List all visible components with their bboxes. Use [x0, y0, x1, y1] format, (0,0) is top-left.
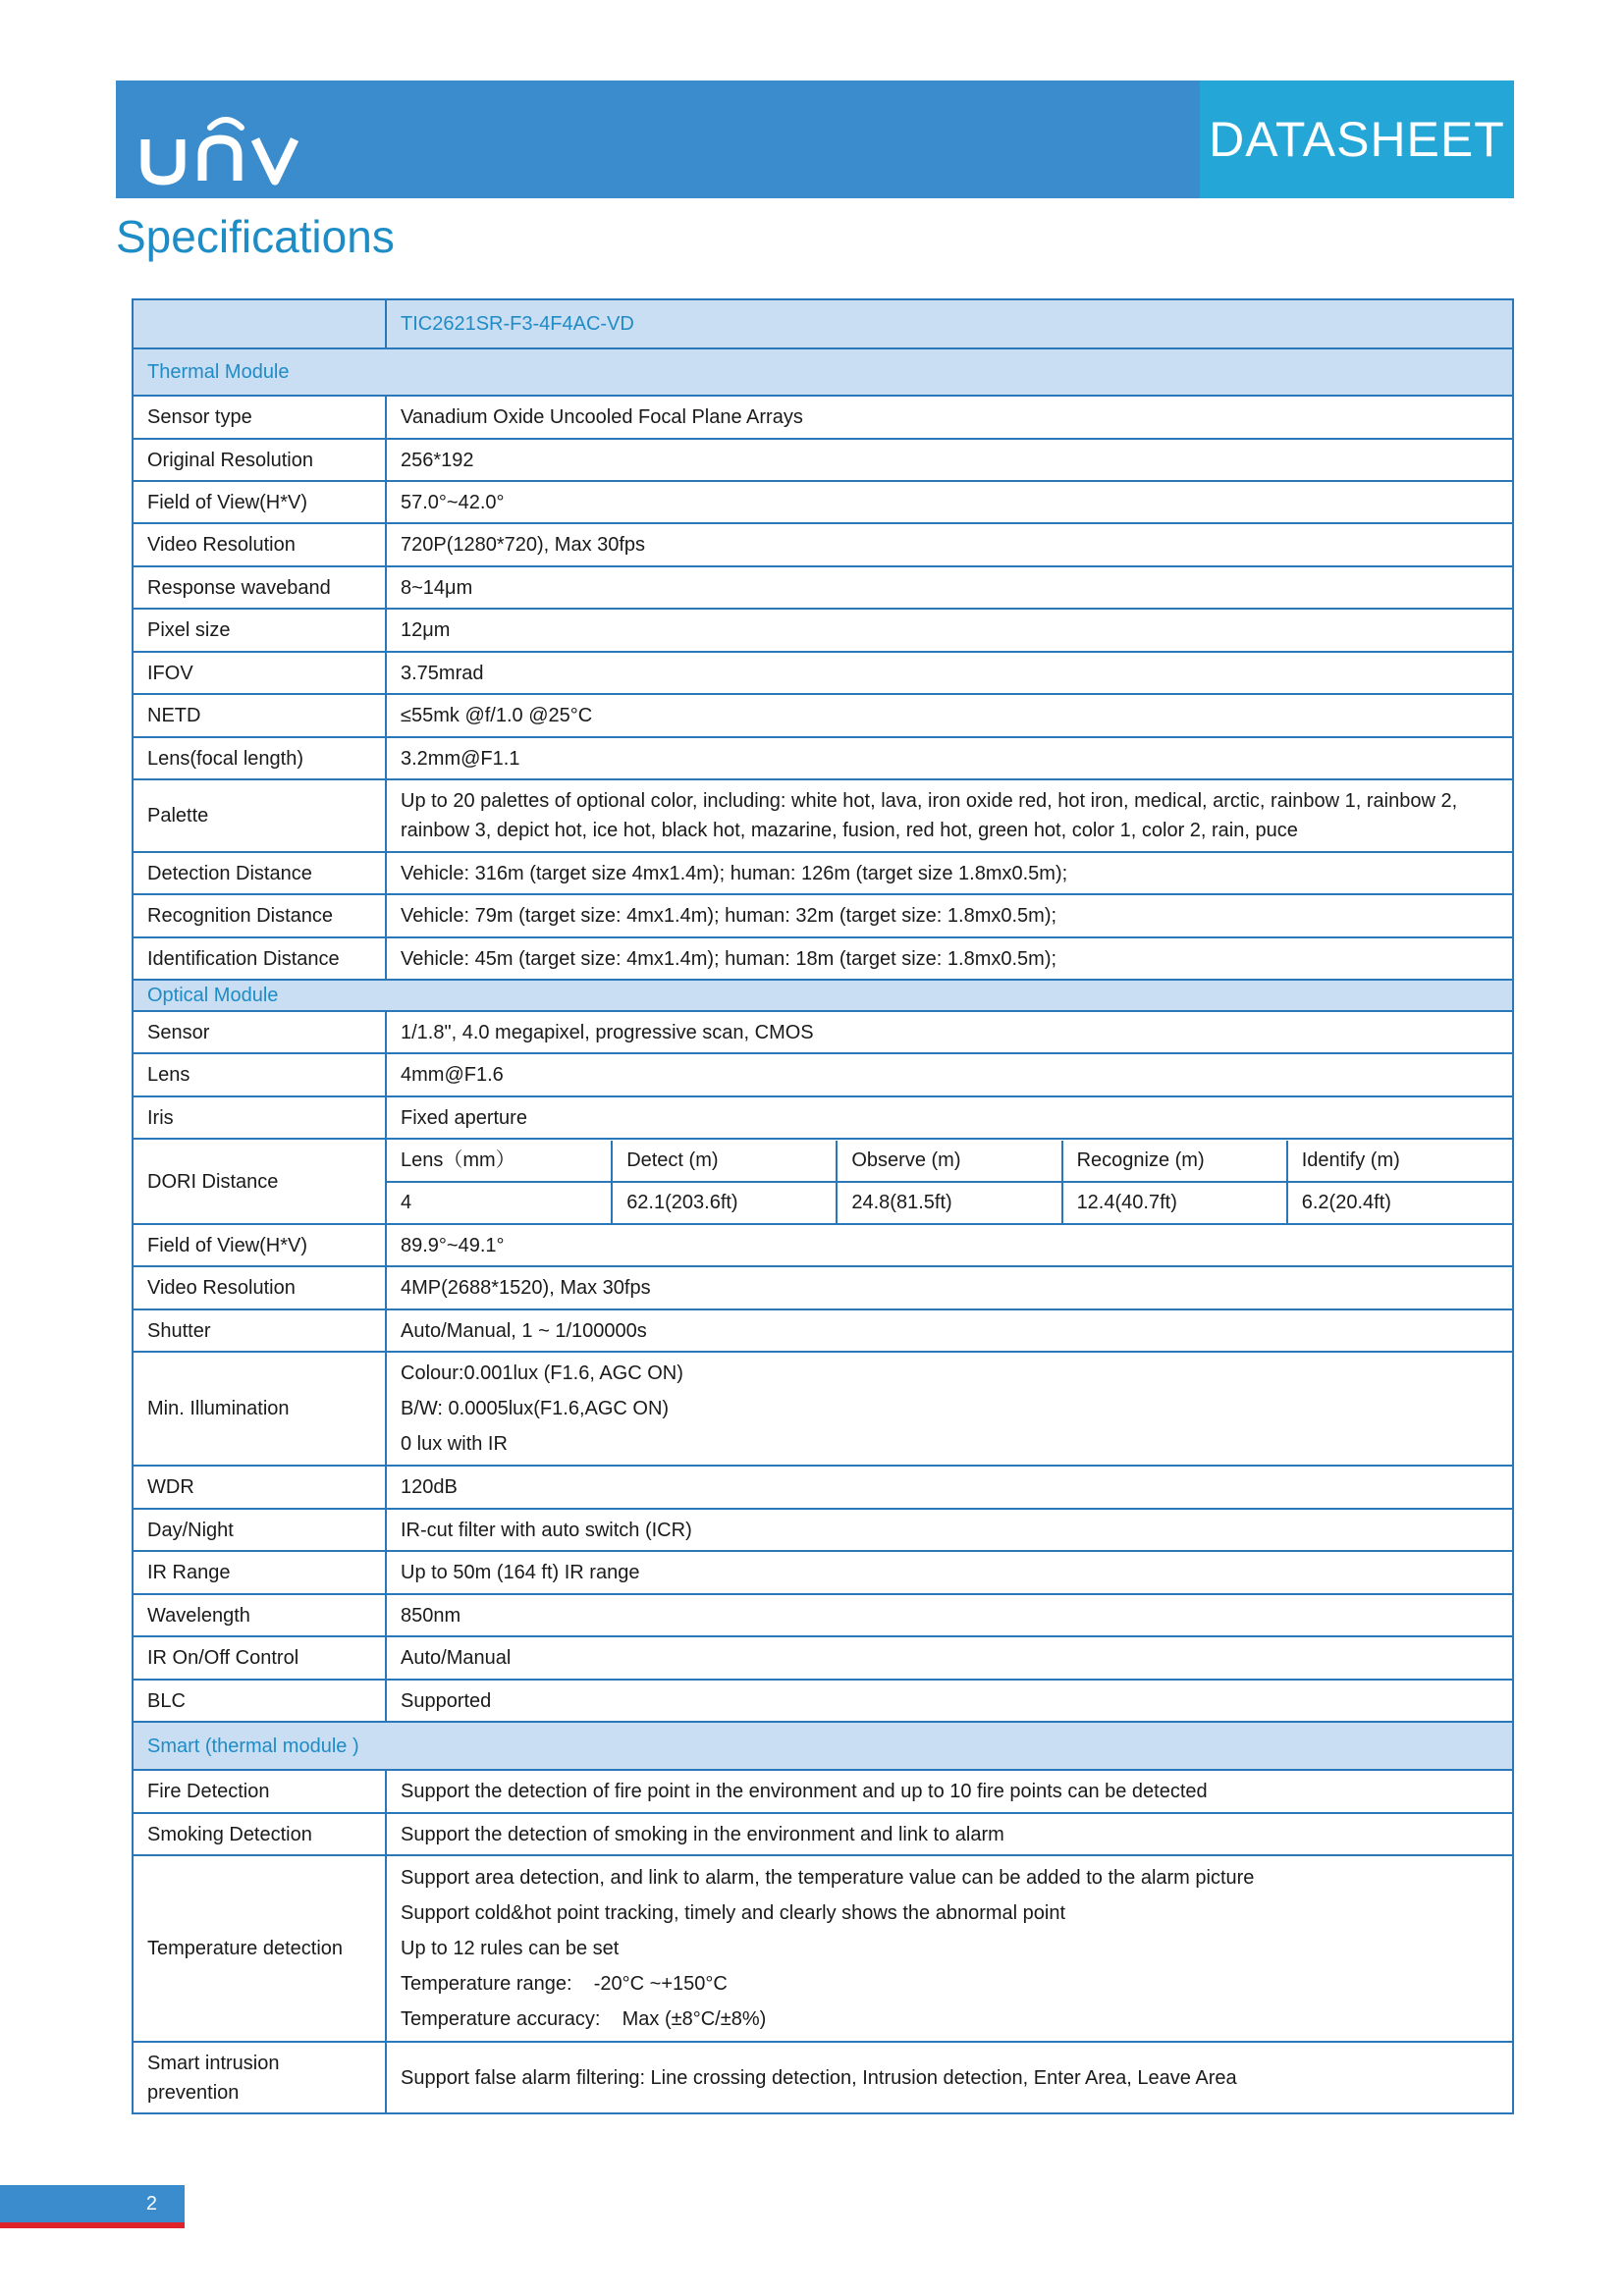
table-row: [133, 1011, 1513, 1053]
dori-value-row: [387, 1182, 1512, 1223]
table-row: [133, 609, 1513, 652]
footer-accent-line: [0, 2222, 185, 2228]
row-value: 1/1.8", 4.0 megapixel, progressive scan, CMOS: [386, 1011, 1513, 1053]
row-value: IR-cut filter with auto switch (ICR): [386, 1509, 1513, 1551]
table-row: [133, 737, 1513, 779]
section-title-smart: Smart (thermal module ): [133, 1722, 1513, 1770]
row-label: DORI Distance: [133, 1139, 386, 1224]
table-row: [133, 652, 1513, 694]
row-label: IFOV: [133, 652, 386, 694]
row-value: 850nm: [386, 1594, 1513, 1636]
table-row: [133, 1053, 1513, 1096]
row-value: 4MP(2688*1520), Max 30fps: [386, 1266, 1513, 1309]
row-label: Palette: [133, 779, 386, 852]
table-row: [133, 481, 1513, 523]
row-value: Fixed aperture: [386, 1096, 1513, 1139]
table-row: [133, 694, 1513, 737]
table-row: [133, 1096, 1513, 1139]
table-row: [133, 1855, 1513, 2042]
table-row: [133, 1224, 1513, 1266]
value-line: Up to 12 rules can be set: [401, 1938, 620, 1959]
table-row: [133, 1636, 1513, 1680]
table-row: [133, 439, 1513, 481]
row-value: 12μm: [386, 609, 1513, 652]
row-label: Wavelength: [133, 1594, 386, 1636]
section-header-smart: [133, 1722, 1513, 1770]
row-label: Fire Detection: [133, 1770, 386, 1813]
row-value: Up to 50m (164 ft) IR range: [386, 1551, 1513, 1594]
row-value: ≤55mk @f/1.0 @25°C: [386, 694, 1513, 737]
row-value: Auto/Manual, 1 ~ 1/100000s: [386, 1309, 1513, 1352]
row-label: Sensor type: [133, 396, 386, 439]
dori-value: 12.4(40.7ft): [1062, 1182, 1287, 1223]
section-title-optical: Optical Module: [133, 980, 1513, 1011]
row-label: IR On/Off Control: [133, 1636, 386, 1680]
row-value: Up to 20 palettes of optional color, including: white hot, lava, iron oxide red, hot iron, medical, arctic, rainbow 1, rainbow 2, rainbow 3, depict hot, ice hot, black hot, mazarine, fusion, red hot, green hot, color 1, color 2, rain, puce: [386, 779, 1513, 852]
row-label: Field of View(H*V): [133, 481, 386, 523]
row-label: Identification Distance: [133, 937, 386, 980]
row-value: Auto/Manual: [386, 1636, 1513, 1680]
row-value: 4mm@F1.6: [386, 1053, 1513, 1096]
table-row: [133, 396, 1513, 439]
row-label: Recognition Distance: [133, 894, 386, 937]
row-label: Field of View(H*V): [133, 1224, 386, 1266]
dori-value: 24.8(81.5ft): [837, 1182, 1061, 1223]
value-line: Temperature accuracy: Max (±8°C/±8%): [401, 2008, 767, 2030]
row-label: NETD: [133, 694, 386, 737]
value-line: 0 lux with IR: [401, 1433, 508, 1455]
page-number: 2: [0, 2185, 185, 2222]
row-value: 3.75mrad: [386, 652, 1513, 694]
row-label: Response waveband: [133, 566, 386, 609]
row-value: 57.0°~42.0°: [386, 481, 1513, 523]
dori-table: [387, 1141, 1512, 1223]
row-label: BLC: [133, 1680, 386, 1722]
datasheet-tag: [1200, 80, 1514, 198]
section-title-thermal: Thermal Module: [133, 348, 1513, 396]
dori-header: Identify (m): [1287, 1141, 1512, 1182]
row-label: Sensor: [133, 1011, 386, 1053]
dori-value: 4: [387, 1182, 612, 1223]
page-title: Specifications: [116, 211, 395, 262]
table-row: [133, 1551, 1513, 1594]
table-row: [133, 1309, 1513, 1352]
table-row: [133, 1770, 1513, 1813]
row-value: 3.2mm@F1.1: [386, 737, 1513, 779]
dori-value: 6.2(20.4ft): [1301, 1192, 1391, 1213]
row-label: IR Range: [133, 1551, 386, 1594]
table-row: [133, 523, 1513, 566]
row-value: Support the detection of smoking in the environment and link to alarm: [386, 1813, 1513, 1855]
model-blank-cell: [133, 299, 386, 348]
model-row: [133, 299, 1513, 348]
value-line: Colour:0.001lux (F1.6, AGC ON): [401, 1362, 683, 1384]
row-value: 8~14μm: [386, 566, 1513, 609]
table-row: [133, 779, 1513, 852]
row-value: 256*192: [386, 439, 1513, 481]
table-row: [133, 1813, 1513, 1855]
row-label: Temperature detection: [133, 1855, 386, 2042]
header-banner: [116, 80, 1514, 198]
row-label: Smoking Detection: [133, 1813, 386, 1855]
row-label: Video Resolution: [133, 1266, 386, 1309]
dori-row: [133, 1139, 1513, 1224]
row-value: 720P(1280*720), Max 30fps: [386, 523, 1513, 566]
row-value: [386, 1352, 1513, 1466]
row-value: 89.9°~49.1°: [386, 1224, 1513, 1266]
row-label: Smart intrusion prevention: [133, 2042, 386, 2113]
row-label: Detection Distance: [133, 852, 386, 894]
table-row: [133, 1680, 1513, 1722]
table-row: [133, 1266, 1513, 1309]
row-value: Vehicle: 316m (target size 4mx1.4m); human: 126m (target size 1.8mx0.5m);: [386, 852, 1513, 894]
section-header-thermal: [133, 348, 1513, 396]
row-value: Supported: [386, 1680, 1513, 1722]
datasheet-label: DATASHEET: [1209, 112, 1505, 167]
row-label: Day/Night: [133, 1509, 386, 1551]
dori-header: Observe (m): [837, 1141, 1061, 1182]
row-value: Vehicle: 79m (target size: 4mx1.4m); human: 32m (target size: 1.8mx0.5m);: [386, 894, 1513, 937]
row-label: Shutter: [133, 1309, 386, 1352]
row-value: Vehicle: 45m (target size: 4mx1.4m); human: 18m (target size: 1.8mx0.5m);: [386, 937, 1513, 980]
model-name: TIC2621SR-F3-4F4AC-VD: [386, 299, 1513, 348]
row-label: Original Resolution: [133, 439, 386, 481]
row-value: 120dB: [386, 1466, 1513, 1509]
dori-header-row: [387, 1141, 1512, 1182]
row-label: Video Resolution: [133, 523, 386, 566]
table-row: [133, 852, 1513, 894]
section-header-optical: [133, 980, 1513, 1011]
row-value: [386, 1855, 1513, 2042]
dori-header: Detect (m): [612, 1141, 837, 1182]
dori-header: Lens（mm）: [387, 1141, 612, 1182]
row-label: Lens(focal length): [133, 737, 386, 779]
table-row: [133, 2042, 1513, 2113]
dori-value: 62.1(203.6ft): [612, 1182, 837, 1223]
table-row: [133, 566, 1513, 609]
row-label: Min. Illumination: [133, 1352, 386, 1466]
row-label: Pixel size: [133, 609, 386, 652]
row-value: Vanadium Oxide Uncooled Focal Plane Arrays: [386, 396, 1513, 439]
row-label: WDR: [133, 1466, 386, 1509]
table-row: [133, 1466, 1513, 1509]
value-line: Support area detection, and link to alarm, the temperature value can be added to the alarm picture: [401, 1867, 1255, 1889]
value-line: B/W: 0.0005lux(F1.6,AGC ON): [401, 1398, 670, 1419]
row-value: Support false alarm filtering: Line crossing detection, Intrusion detection, Enter Area, Leave Area: [386, 2042, 1513, 2113]
unv-logo: [137, 100, 314, 188]
dori-cell: [386, 1139, 1513, 1224]
dori-header: Recognize (m): [1062, 1141, 1287, 1182]
table-row: [133, 1509, 1513, 1551]
table-row: [133, 894, 1513, 937]
table-row: [133, 937, 1513, 980]
table-row: [133, 1352, 1513, 1466]
value-line: Temperature range: -20°C ~+150°C: [401, 1973, 728, 1995]
table-row: [133, 1594, 1513, 1636]
row-label: Lens: [133, 1053, 386, 1096]
spec-table: [132, 298, 1514, 2114]
row-value: Support the detection of fire point in the environment and up to 10 fire points can be detected: [386, 1770, 1513, 1813]
value-line: Support cold&hot point tracking, timely and clearly shows the abnormal point: [401, 1902, 1066, 1924]
row-label: Iris: [133, 1096, 386, 1139]
